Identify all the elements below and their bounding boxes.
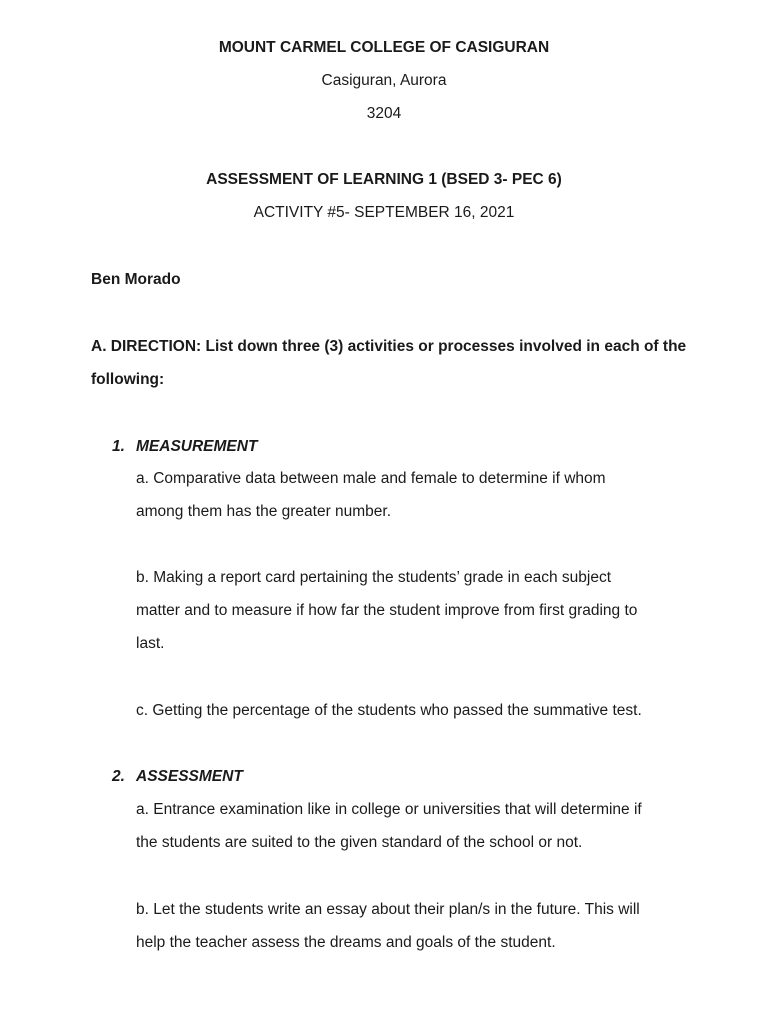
list-item-line: a. Entrance examination like in college or universities that will determine if: [136, 801, 642, 818]
list-item-line: last.: [136, 635, 165, 652]
list-item-line: among them has the greater number.: [136, 503, 392, 520]
section-number: 2.: [112, 768, 125, 785]
student-name: Ben Morado: [91, 271, 181, 288]
list-item-line: help the teacher assess the dreams and goals of the student.: [136, 934, 556, 951]
list-item-line: c. Getting the percentage of the students who passed the summative test.: [136, 702, 642, 719]
direction-line-1: A. DIRECTION: List down three (3) activities or processes involved in each of the: [91, 338, 687, 355]
section-title: MEASUREMENT: [136, 438, 258, 455]
list-item-line: matter and to measure if how far the student improve from first grading to: [136, 602, 638, 619]
activity-title: ACTIVITY #5- SEPTEMBER 16, 2021: [253, 204, 515, 221]
institution-location: Casiguran, Aurora: [321, 72, 447, 89]
institution-name: MOUNT CARMEL COLLEGE OF CASIGURAN: [218, 39, 550, 56]
list-item-line: b. Let the students write an essay about their plan/s in the future. This will: [136, 901, 640, 918]
section-number: 1.: [112, 438, 125, 455]
list-item-line: b. Making a report card pertaining the students’ grade in each subject: [136, 569, 612, 586]
section-title: ASSESSMENT: [136, 768, 243, 785]
course-title: ASSESSMENT OF LEARNING 1 (BSED 3- PEC 6): [206, 171, 562, 188]
direction-line-2: following:: [91, 371, 165, 388]
list-item-line: a. Comparative data between male and female to determine if whom: [136, 470, 606, 487]
list-item-line: the students are suited to the given standard of the school or not.: [136, 834, 583, 851]
postal-code: 3204: [366, 105, 402, 122]
